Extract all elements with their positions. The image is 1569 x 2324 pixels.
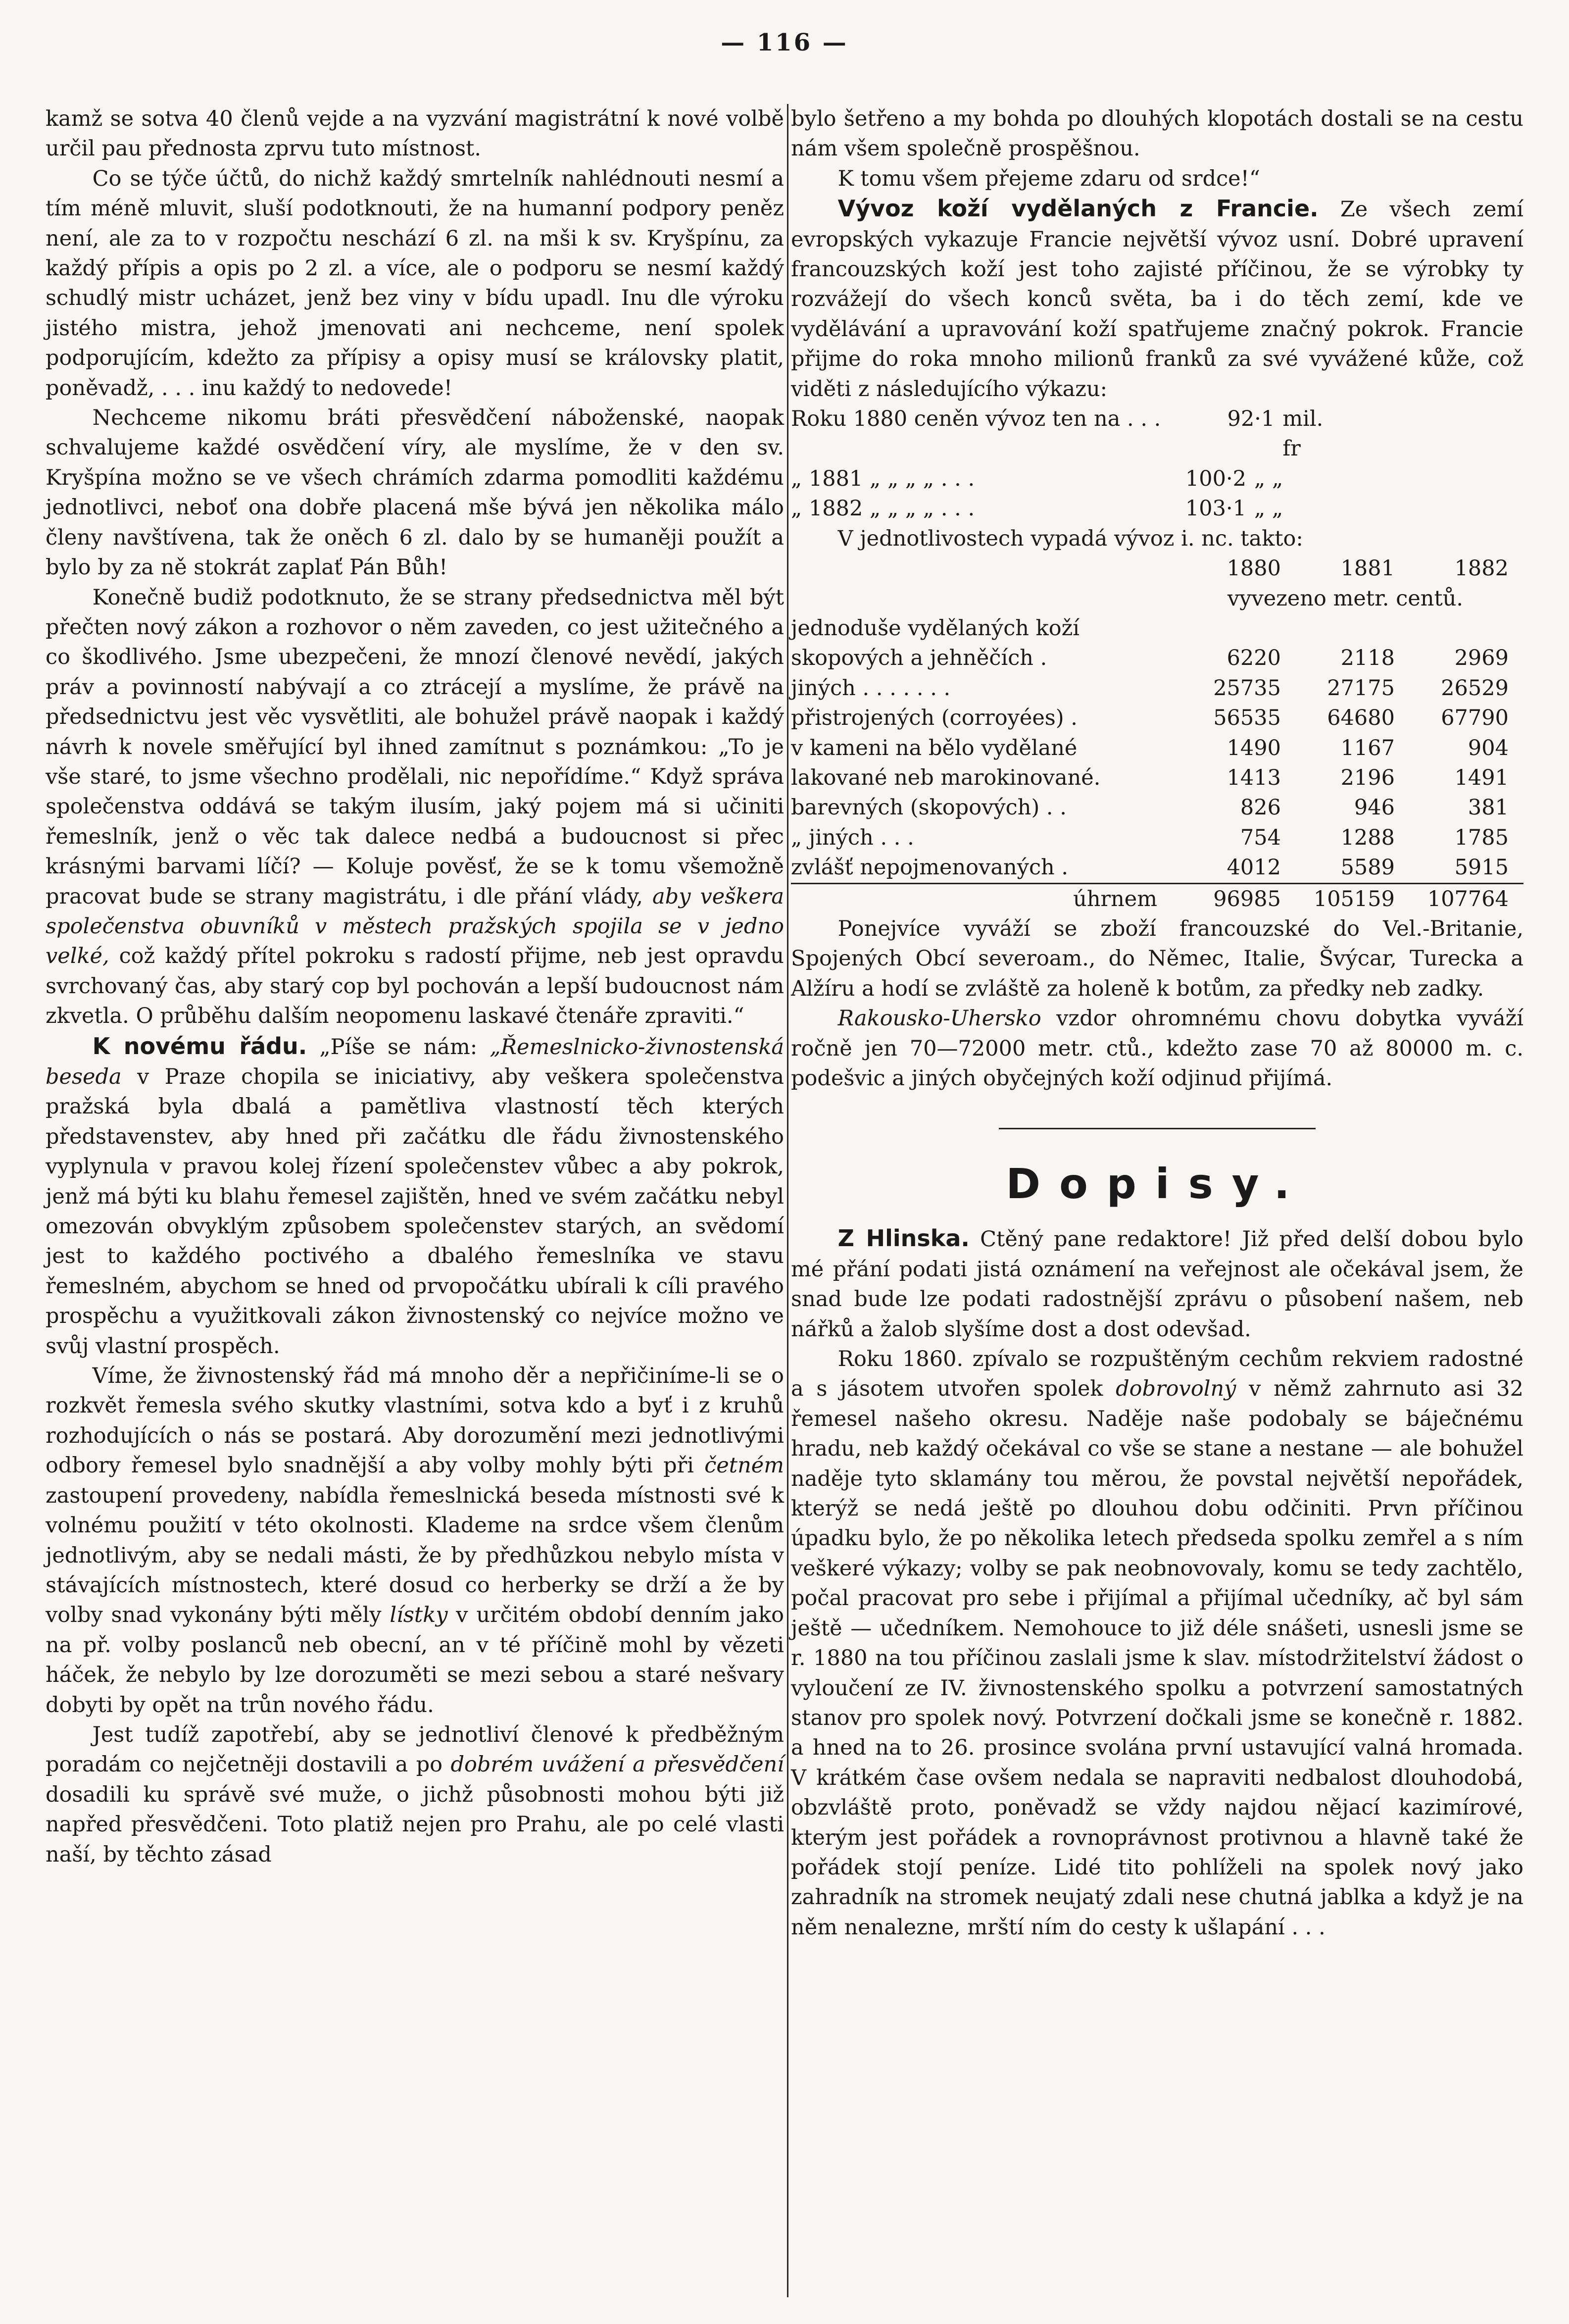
paragraph: V jednotlivostech vypadá vývoz i. nc. takto: [837, 526, 1303, 551]
text-run: Roku 1860. zpívalo se rozpuštěným cechům rekviem radostné a s jásotem utvořen spolek [791, 1347, 1523, 1402]
italic-text: aby veškera společenstva obuvníků v městech pražských spojila se v jedno velké, [46, 884, 784, 969]
row-label: skopových a jehněčích . [791, 646, 1047, 671]
text-run: Víme, že živnostenský řád má mnoho děr a nepřičiníme-li se o rozkvět řemesla svého skutky vlastními, sotva kdo a byť i z kruhů rozhodujících o nás se postará. Aby dorozumění mezi jednotlivými odbory řemesel bylo snadnější a aby volby mohly býti při [46, 1364, 784, 1478]
paragraph: bylo šetřeno a my bohda po dlouhých klopotách dostali se na cestu nám všem společně prospěšnou. [791, 106, 1523, 161]
cell-value: 2969 [1454, 646, 1509, 671]
paragraph: Nechceme nikomu bráti přesvědčení náboženské, naopak schvalujeme každé osvědčení víry, ale myslíme, že v den sv. Kryšpína možno se ve všech chrámích zdarma pomodliti každému jednotlivci, neboť ona dobře placená mše bývá jen několika málo členy navštívena, tak že oněch 6 zl. dalo by se humaněji použít a bylo by za ně stokrát zaplať Pán Bůh! [46, 405, 784, 580]
table-unit-caption: vyvezeno metr. centů. [1227, 586, 1464, 611]
article-heading: Vývoz koží vydělaných z Francie. [837, 195, 1319, 222]
text-run: Konečně budiž podotknuto, že se strany předsednictva měl být přečten nový zákon a rozhovor o něm zaveden, co jest užitečného a co škodlivého. Jsme ubezpečeni, že mnozí členové nevědí, jakých práv a povinností nabývají a co ztrácejí a myslíme, že právě na předsednictvu jest věc vysvětliti, ale bohužel právě naopak i každý návrh k novele směřující byl ihned zamítnut s poznámkou: „To je vše staré, to jsme všechno prodělali, nic nepořídíme.“ Když správa společenstva oddává se takým ilusím, jaký pojem má si učiniti řemeslník, jenž o věc tak dalece nedbá a budoucnost si přec krásnými barvami líčí? — Koluje pověsť, že se k tomu všemožně pracovat bude se strany magistrátu, i dle přání vlády, [46, 585, 784, 909]
total-label: úhrnem [1073, 886, 1157, 911]
italic-text: dobrém uvážení a přesvědčení [450, 1752, 784, 1777]
page-number: — 116 — [721, 29, 848, 56]
text-run: v Praze chopila se iniciativy, aby veškera společenstva pražská byla dbalá a pamětliva vlastností těch kterých představenstev, aby hned při začátku dle řádu živnostenského vyplynula v pravou kolej řízení společenstev vůbec a aby pokrok, jenž má býti ku blahu řemesel zajištěn, hned ve svém začátku nebyl omezován obvyklým způsobem společenstev starých, an svědomí jest to každého poctivého a dbalého řemeslníka ve stavu řemeslném, abychom se hned od prvopočátku ubírali k cíli pravého prospěchu a využitkovali zákon živnostenský co nejvíce možno ve svůj vlastní prospěch. [46, 1064, 784, 1359]
export-label: „ 1881 „ „ „ „ . . . [791, 466, 975, 491]
paragraph: Co se týče účtů, do nichž každý smrtelník nahlédnouti nesmí a tím méně mluvit, sluší podotknouti, že na humanní podpory peněz není, ale za to v rozpočtu neschází 6 zl. na mši k sv. Kryšpínu, za každý přípis a opis po 2 zl. a více, ale o podporu se nesmí každý schudlý mistr ucházet, jenž bez viny v bídu upadl. Inu dle výroku jistého mistra, jehož jmenovati ani nechceme, není spolek podporujícím, kdežto za přípisy a opisy musí se královsky platit, poněvadž, . . . inu každý to nedovede! [46, 166, 784, 401]
cell-value: 2196 [1340, 765, 1395, 790]
cell-value: 5915 [1454, 855, 1509, 880]
italic-text: „Řemeslnicko-živnostenská beseda [46, 1034, 784, 1089]
right-column [791, 104, 1523, 1942]
text-run: „Píše se nám: [319, 1034, 478, 1060]
table-header-row [791, 554, 1523, 583]
row-label: lakované neb marokinované. [791, 765, 1101, 790]
italic-text: lístky [390, 1603, 448, 1628]
total-value: 96985 [1213, 886, 1281, 911]
text-run: Jest tudíž zapotřebí, aby se jednotliví členové k předběžným poradám co nejčetněji dostavili a po [46, 1722, 784, 1777]
export-summary [791, 404, 1523, 524]
text-run: zastoupení provedeny, nabídla řemeslnická beseda místnosti své k volnému použití v této okolnosti. Klademe na srdce všem členům jednotlivým, aby se nedali másti, že by předhůzkou nebylo místa v stávajících místnostech, které dosud co herberky se drží a že by volby snad vykonány býti měly [46, 1483, 784, 1628]
export-value: 92·1 [1227, 406, 1275, 432]
cell-value: 1413 [1226, 765, 1281, 790]
table-row [791, 703, 1523, 733]
italic-text: dobrovolný [1116, 1376, 1236, 1402]
cell-value: 946 [1354, 795, 1395, 820]
cell-value: 2118 [1340, 646, 1395, 671]
cell-value: 4012 [1226, 855, 1281, 880]
cell-value: 1491 [1454, 765, 1509, 790]
export-value: 103·1 [1185, 496, 1246, 521]
text-run: v němž zahrnuto asi 32 řemesel našeho okresu. Naděje naše podobaly se báječnému hradu, neb každý očekával co vše se stane a nestane — ale bohužel naděje tyto sklamány tou měrou, že povstal největší nepořádek, kterýž se nedá ještě po dlouhou dobu odčiniti. Prvn příčinou úpadku bylo, že po několika letech předseda spolku zemřel a s ním veškeré výkazy; volby se pak neobnovovaly, komu se tedy zachtělo, počal pracovat pro sebe i přijímal a přijímal učedníky, ač byl sám ještě — učedníkem. Nemohouce to již déle snášeti, usnesli jsme se r. 1880 na tou příčinou zaslali jsme k slav. místodržitelství žádost o vyloučení ze IV. živnostenského spolku a potvrzení samostatných stanov pro spolek nový. Potvrzení dočkali jsme se konečně r. 1882. a hned na to 26. prosince svolána první ustavující valná hromada. V krátkém čase ovšem nedala se napraviti nedbalost dlouhodobá, obzvláště proto, poněvadž se vždy najdou nějací kazimírové, kterým jest pořádek a rovnoprávnost protivnou a hlavně také že pořádek stojí peníze. Lidé tito pohlíželi na spolek nový jako zahradník na stromek neujatý zdali nese chutná jablka a když je na něm nenalezne, mrští ním do cesty k ušlapání . . . [791, 1376, 1524, 1940]
total-value: 107764 [1427, 886, 1509, 911]
table-row [791, 853, 1523, 882]
row-label: „ jiných . . . [791, 825, 914, 850]
article-heading: Z Hlinska. [837, 1225, 970, 1252]
export-unit: „ „ [1254, 496, 1283, 521]
table-row [791, 643, 1523, 673]
text-run: což každý přítel pokroku s radostí přijme, neb jest opravdu svrchovaný čas, aby starý cop byl pochován a lepší budoucnost nám zkvetla. O průběhu dalším neopomenu laskavé čtenáře zpraviti.“ [46, 944, 784, 1029]
export-table [791, 554, 1523, 914]
text-run: vzdor ohromnému chovu dobytka vyváží ročně jen 70—72000 metr. ctů., kdežto zase 70 až 80000 m. c. podešvic a jiných obyčejných koží odjinud přijímá. [791, 1006, 1523, 1091]
paragraph [791, 1223, 1523, 1344]
column-divider [787, 104, 788, 2297]
export-value: 100·2 [1185, 466, 1246, 491]
row-label: jednoduše vydělaných koží [791, 615, 1080, 641]
paragraph: Ponejvíce vyváží se zboží francouzské do Vel.-Britanie, Spojených Obcí severoam., do Němec, Italie, Švýcar, Turecka a Alžíru a hodí se zvláště za holeně k botům, za předky neb zadky. [791, 916, 1523, 1001]
table-row [791, 613, 1523, 643]
cell-value: 26529 [1441, 675, 1509, 701]
year-header: 1882 [1454, 556, 1509, 581]
table-row [791, 763, 1523, 793]
cell-value: 1288 [1340, 825, 1395, 850]
row-label: v kameni na bělo vydělané [791, 735, 1078, 760]
italic-text: Rakousko-Uhersko [837, 1006, 1041, 1031]
paragraph [46, 1031, 784, 1361]
cell-value: 56535 [1213, 706, 1281, 731]
year-header: 1880 [1226, 556, 1281, 581]
italic-text: četném [704, 1453, 784, 1478]
cell-value [1281, 613, 1395, 643]
table-row [791, 823, 1523, 853]
cell-value: 754 [1240, 825, 1281, 850]
table-row [791, 733, 1523, 763]
cell-value: 826 [1240, 795, 1281, 820]
text-run: Ze všech zemí evropských vykazuje Francie největší vývoz usní. Dobré upravení francouzských koží jest toho zajisté příčinou, že se výrobky ty rozvážejí do všech konců světa, ba i do těch zemí, kde ve vydělávání a upravování koží spatřujeme značný pokrok. Francie přijme do roka mnoho milionů franků za své vyvážené kůže, což viděti z následujícího výkazu: [791, 197, 1523, 402]
row-label: přistrojených (corroyées) . [791, 706, 1078, 731]
text-run: v určitém období denním jako na př. volby poslanců neb obecní, an v té příčině mohl by vězeti háček, že nebylo by lze dorozuměti se mezi sebou a staré nešvary dobyti by opět na trůn nového řádu. [46, 1603, 784, 1718]
export-unit: „ „ [1254, 466, 1283, 491]
paragraph [46, 583, 784, 1031]
cell-value: 67790 [1441, 706, 1509, 731]
cell-value: 6220 [1226, 646, 1281, 671]
paragraph [791, 1004, 1523, 1093]
table-header-spacer [791, 554, 1167, 583]
paragraph [46, 1361, 784, 1720]
cell-value: 5589 [1340, 855, 1395, 880]
section-rule [999, 1128, 1316, 1129]
table-row [791, 673, 1523, 703]
row-label: jiných . . . . . . . [791, 675, 951, 701]
table-total-row [791, 883, 1523, 914]
year-header: 1881 [1340, 556, 1395, 581]
paragraph: kamž se sotva 40 členů vejde a na vyzvání magistrátní k nové volbě určil pau přednosta zprvu tuto místnost. [46, 106, 784, 161]
export-row [791, 494, 1523, 523]
export-row [791, 464, 1523, 494]
table-body [791, 613, 1523, 883]
cell-value: 64680 [1327, 706, 1395, 731]
cell-value: 25735 [1213, 675, 1281, 701]
cell-value: 27175 [1327, 675, 1395, 701]
cell-value: 1785 [1454, 825, 1509, 850]
paragraph [791, 194, 1523, 404]
text-run: dosadili ku správě své muže, o jichž působnosti mohou býti již napřed přesvědčeni. Toto platiž nejen pro Prahu, ale po celé vlasti naší, by těchto zásad [46, 1782, 784, 1867]
section-title: Dopisy. [1006, 1160, 1309, 1209]
cell-value [1167, 613, 1281, 643]
export-row [791, 404, 1523, 464]
table-row [791, 793, 1523, 822]
cell-value: 904 [1468, 735, 1509, 760]
left-column [46, 104, 784, 1869]
cell-value [1395, 613, 1509, 643]
row-label: barevných (skopových) . . [791, 795, 1067, 820]
article-heading: K novému řádu. [92, 1032, 307, 1060]
text-run: Ctěný pane redaktore! Již před delší dobou bylo mé přání podati jistá oznámení na veřejnost ale očekával jsem, že snad bude lze podati radostnější zprávu o působení našem, neb nářků a žalob slyšíme dost a dost odevšad. [791, 1227, 1523, 1342]
export-label: Roku 1880 ceněn vývoz ten na . . . [791, 406, 1161, 432]
export-label: „ 1882 „ „ „ „ . . . [791, 496, 975, 521]
export-unit: mil. fr [1282, 406, 1324, 461]
paragraph [46, 1720, 784, 1869]
paragraph [791, 1344, 1523, 1942]
row-label: zvlášť nepojmenovaných . [791, 855, 1069, 880]
cell-value: 1490 [1226, 735, 1281, 760]
cell-value: 1167 [1340, 735, 1395, 760]
total-value: 105159 [1313, 886, 1395, 911]
paragraph: K tomu všem přejeme zdaru od srdce!“ [837, 166, 1260, 191]
cell-value: 381 [1468, 795, 1509, 820]
